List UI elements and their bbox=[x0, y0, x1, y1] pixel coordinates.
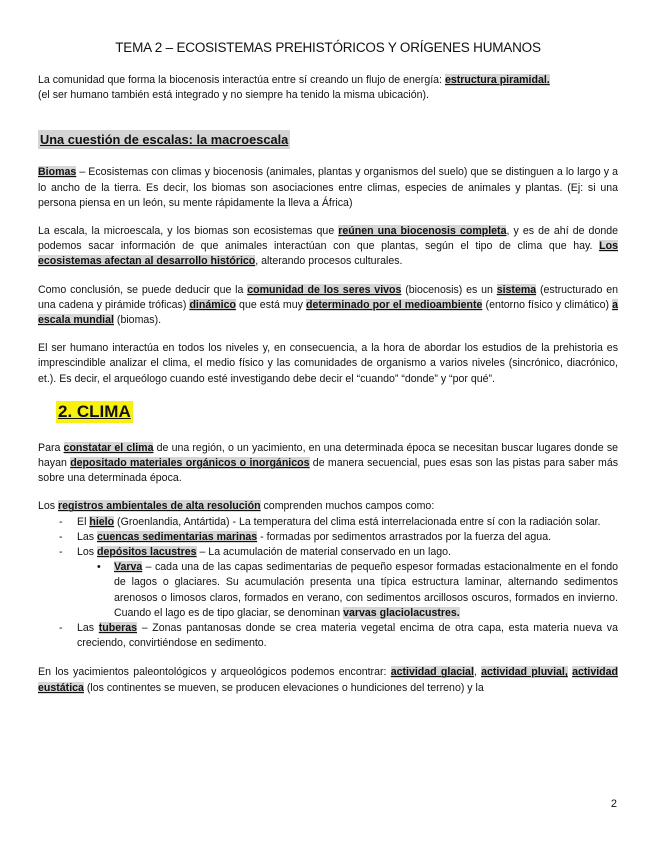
conclusion-text-4: que está muy bbox=[235, 298, 307, 311]
highlight-actividad-pluvial: actividad pluvial, bbox=[481, 666, 568, 679]
highlight-escala-mundial: a escala mundial bbox=[38, 298, 618, 327]
conclusion-text-1: Como conclusión, se puede deducir que la bbox=[38, 283, 248, 296]
yacimientos-text-2: , bbox=[473, 666, 482, 679]
highlight-dinamico: dinámico bbox=[189, 298, 236, 311]
highlight-varvas-glaciolacustres: varvas glaciolacustres. bbox=[343, 606, 460, 619]
conclusion-text-5: (entorno físico y climático) bbox=[482, 298, 613, 311]
humano-paragraph: El ser humano interactúa en todos los niveles y, en consecuencia, a la hora de abordar los estudios de la prehistoria es imprescindible analizar el clima, el medio físico y las comunidades de organismo a varios niveles (sincrónico, diacrónico, et.). Es decir, el arqueólogo cuando esté investigando debe decir el “cuando” “donde” y “por qué”. bbox=[38, 342, 618, 385]
conclusion-paragraph bbox=[38, 283, 618, 329]
conclusion-text-6: (biomas). bbox=[113, 314, 162, 327]
depositos-sublist bbox=[77, 560, 618, 621]
highlight-hielo: hielo bbox=[89, 515, 115, 528]
highlight-biocenosis-completa: reúnen una biocenosis completa bbox=[338, 225, 507, 238]
intro-text: La comunidad que forma la biocenosis interactúa entre sí creando un flujo de energía: bbox=[38, 74, 445, 86]
highlight-biomas: Biomas bbox=[38, 166, 77, 179]
registros-list bbox=[38, 515, 618, 652]
highlight-comunidad: comunidad de los seres vivos bbox=[247, 283, 402, 296]
highlight-depositos: depósitos lacustres bbox=[97, 546, 197, 559]
biomas-paragraph bbox=[38, 165, 618, 211]
cuencas-text-2: - formadas por sedimentos arrastrados por la fuerza del agua. bbox=[257, 530, 552, 543]
yacimientos-paragraph bbox=[38, 665, 618, 695]
tuberas-text-1: Las bbox=[77, 622, 99, 635]
list-item-tuberas bbox=[38, 621, 618, 651]
hielo-text-1: El bbox=[77, 515, 90, 528]
highlight-cuencas: cuencas sedimentarias marinas bbox=[97, 530, 258, 543]
section-heading-wrapper bbox=[56, 401, 618, 423]
yacimientos-text-1: En los yacimientos paleontológicos y arqueológicos podemos encontrar: bbox=[38, 666, 391, 679]
section-heading-macroescala: Una cuestión de escalas: la macroescala bbox=[40, 132, 289, 148]
yacimientos-text-4: (los continentes se mueven, se producen elevaciones o hundiciones del terreno) y la bbox=[83, 681, 484, 694]
document-page bbox=[38, 40, 618, 709]
list-item-depositos bbox=[38, 545, 618, 621]
clima-paragraph bbox=[38, 441, 618, 487]
conclusion-text-2: (biocenosis) es un bbox=[401, 283, 497, 296]
biomas-text: – Ecosistemas con climas y biocenosis (animales, plantas y organismos del suelo) que se distinguen a lo largo y a lo ancho de la tierra. Es decir, los biomas son asociaciones entre climas, especies de animales y plantas. (Ej: si una persona piensa en un león, su mente rápidamente la lleva a África) bbox=[38, 166, 618, 209]
registros-paragraph bbox=[38, 499, 618, 514]
clima-text-1: Para bbox=[38, 441, 64, 454]
highlight-constatar-clima: constatar el clima bbox=[63, 441, 154, 454]
list-item-cuencas bbox=[38, 530, 618, 545]
highlight-estructura-piramidal: estructura piramidal. bbox=[444, 74, 550, 86]
document-title: TEMA 2 – ECOSISTEMAS PREHISTÓRICOS Y ORÍGENES HUMANOS bbox=[115, 40, 541, 55]
highlight-materiales: depositado materiales orgánicos o inorgánicos bbox=[70, 457, 310, 470]
section-heading-clima: 2. CLIMA bbox=[58, 401, 131, 421]
conclusion-text-3: (estructurado en una cadena y pirámide tróficas) bbox=[38, 283, 618, 311]
depositos-text-2: – La acumulación de material conservado en un lago. bbox=[196, 546, 451, 559]
cuencas-text-1: Las bbox=[77, 530, 98, 543]
page-number: 2 bbox=[610, 798, 617, 810]
escala-text-3: , alterando procesos culturales. bbox=[255, 255, 403, 268]
highlight-tuberas: tuberas bbox=[98, 622, 138, 635]
highlight-registros: registros ambientales de alta resolución bbox=[58, 500, 261, 513]
highlight-varva: Varva bbox=[114, 561, 143, 574]
intro-text-2: (el ser humano también está integrado y no siempre ha tenido la misma ubicación). bbox=[38, 89, 429, 102]
escala-paragraph bbox=[38, 224, 618, 270]
registros-text-1: Los bbox=[38, 500, 59, 513]
highlight-sistema: sistema bbox=[496, 283, 537, 296]
highlight-medioambiente: determinado por el medioambiente bbox=[306, 298, 483, 311]
varva-text: – cada una de las capas sedimentarias de pequeño espesor formadas estacionalmente en el fondo de lagos o glaciares. Su acumulación presenta una típica estructura laminar, alternando sedimentos arenosos o limosos claros, formados en verano, con sedimentos arcillosos oscuros, formados en invierno. Cuando el lago es de tipo glaciar, se denominan bbox=[114, 561, 618, 619]
list-item-varva bbox=[77, 560, 618, 621]
hielo-text-2: (Groenlandia, Antártida) - La temperatura del clima está interrelacionada entre sí con la radiación solar. bbox=[114, 515, 601, 528]
highlight-ecosistemas-afectan: Los ecosistemas afectan al desarrollo histórico bbox=[38, 240, 618, 268]
clima-text-2: de una región, o un yacimiento, en una determinada época se necesitan buscar lugares donde se hayan bbox=[38, 441, 619, 470]
depositos-text-1: Los bbox=[77, 546, 98, 559]
escala-text-2: , y es de ahí de donde podemos sacar información de que animales interactúan con que plantas, según el tipo de clima que hay. bbox=[38, 225, 619, 253]
list-item-hielo bbox=[38, 515, 618, 530]
registros-text-2: comprenden muchos campos como: bbox=[260, 500, 435, 513]
tuberas-text-2: – Zonas pantanosas donde se crea materia vegetal encima de otra capa, esta materia nueva va creciendo, convirtiéndose en sedimento. bbox=[77, 622, 618, 650]
escala-text-1: La escala, la microescala, y los biomas son ecosistemas que bbox=[38, 225, 339, 238]
highlight-actividad-glacial: actividad glacial bbox=[390, 666, 474, 679]
highlight-actividad-eustatica: actividad eustática bbox=[38, 666, 618, 694]
clima-text-3: de manera secuencial, pues esas son las pistas para saber más sobre una determinada época. bbox=[38, 457, 619, 485]
intro-paragraph bbox=[38, 73, 618, 103]
